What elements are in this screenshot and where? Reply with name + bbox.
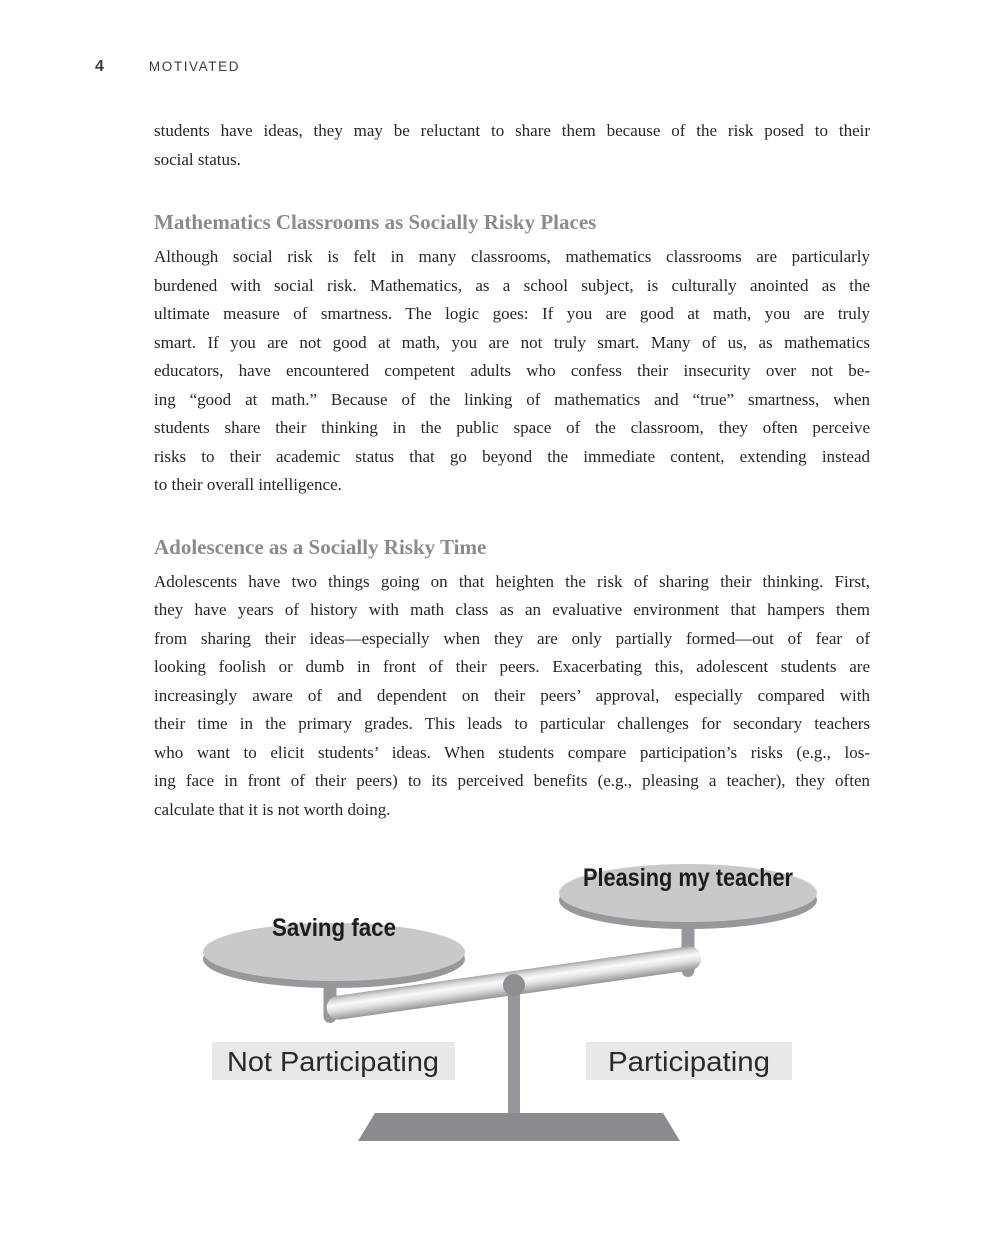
text-line: to their overall intelligence. (154, 475, 342, 494)
center-post (508, 985, 520, 1113)
balance-scale-figure (180, 855, 870, 1160)
text-line: ing “good at math.” Because of the linking of mathematics and “true” smartness, when (154, 389, 870, 409)
text-line: ultimate measure of smartness. The logic goes: If you are good at math, you are truly (154, 304, 870, 323)
text-line: students have ideas, they may be reluctant to share them because of the risk posed to their (154, 121, 870, 140)
page-content (154, 117, 870, 1160)
text-line: increasingly aware of and dependent on their peers’ approval, especially compared with (154, 685, 870, 705)
running-header (95, 58, 240, 76)
left-pan-label: Saving face (272, 914, 397, 942)
text-line: educators, have encountered competent adults who confess their insecurity over not be- (154, 361, 870, 380)
text-line: burdened with social risk. Mathematics, as a school subject, is culturally anointed as the (154, 275, 870, 295)
balance-scale-illustration (180, 855, 840, 1155)
text-line: risks to their academic status that go beyond the immediate content, extending instead (154, 446, 870, 466)
text-line: calculate that it is not worth doing. (154, 799, 391, 819)
text-line: Adolescents have two things going on that heighten the risk of sharing their thinking. First, (154, 571, 870, 591)
text-line: ing face in front of their peers) to its perceived benefits (e.g., pleasing a teacher), they often (154, 771, 870, 790)
text-line: social status. (154, 149, 241, 169)
text-line: Although social risk is felt in many classrooms, mathematics classrooms are particularly (154, 247, 870, 266)
right-pan-label: Pleasing my teacher (583, 864, 794, 892)
section-heading-math-classrooms: Mathematics Classrooms as Socially Risky Places (154, 210, 597, 234)
running-head-title: MOTIVATED (148, 59, 241, 74)
text-line: smart. If you are not good at math, you are not truly smart. Many of us, as mathematics (154, 332, 870, 352)
text-line: from sharing their ideas—especially when they are only partially formed—out of fear of (154, 628, 870, 648)
text-line: they have years of history with math class as an evaluative environment that hampers them (154, 600, 870, 619)
intro-paragraph (154, 117, 870, 174)
text-line: students share their thinking in the public space of the classroom, they often perceive (154, 418, 870, 437)
left-caption-label: Not Participating (227, 1046, 439, 1077)
text-line: their time in the primary grades. This leads to particular challenges for secondary teachers (154, 714, 870, 733)
section-paragraph-math-classrooms (154, 243, 870, 500)
text-line: looking foolish or dumb in front of their peers. Exacerbating this, adolescent students are (154, 657, 870, 676)
right-caption-label: Participating (608, 1046, 770, 1077)
text-line: who want to elicit students’ ideas. When students compare participation’s risks (e.g., los- (154, 742, 870, 762)
page-number: 4 (95, 58, 104, 75)
pivot-knob (503, 974, 525, 996)
scale-base (358, 1113, 680, 1141)
section-paragraph-adolescence (154, 568, 870, 825)
section-heading-adolescence: Adolescence as a Socially Risky Time (154, 534, 487, 559)
